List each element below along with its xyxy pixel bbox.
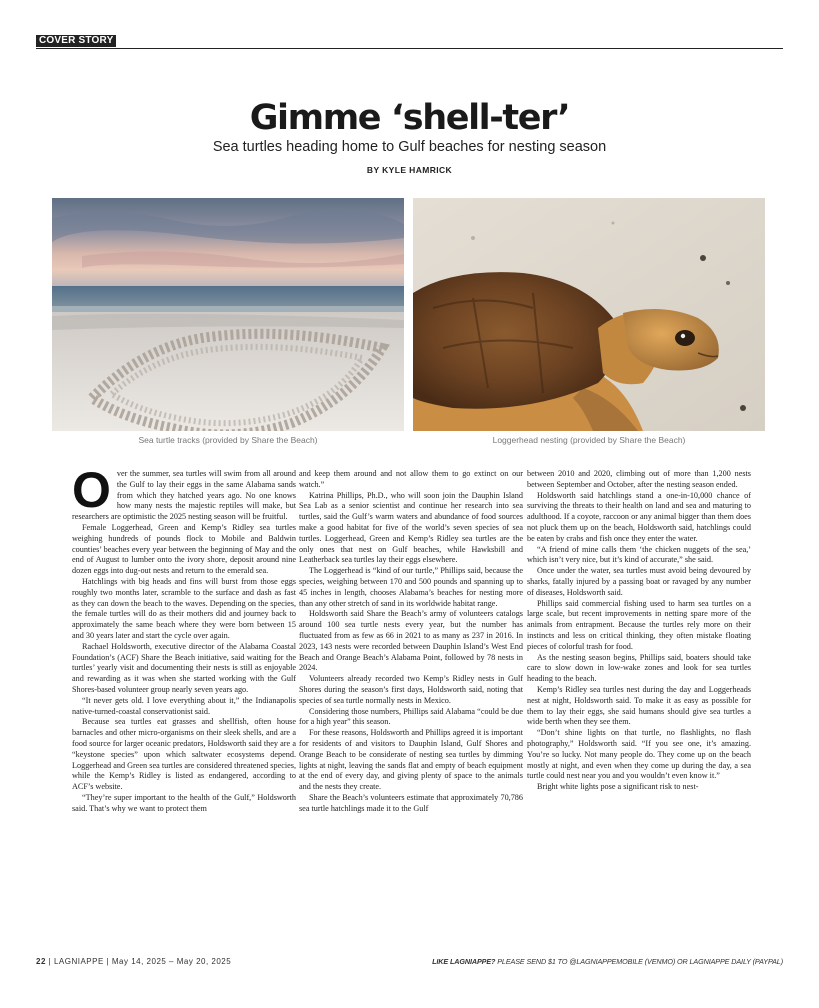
top-rule <box>36 35 783 49</box>
article-paragraph: “They’re super important to the health of the Gulf,” Holdsworth said. That’s why we want to protect them <box>72 792 296 813</box>
article-paragraph: As the nesting season begins, Phillips said, boaters should take care to slow down in low-wake zones and look for sea turtles heading to the beach. <box>527 652 751 684</box>
article-paragraph: Holdsworth said Share the Beach’s army of volunteers catalogs around 100 sea turtle nests every year, but the number has fluctuated from as few as 66 in 2021 to as many as 237 in 2016. In 2023, 143 nests were recorded between Dauphin Island’s West End Beach and Orange Beach’s Alabama Point, followed by 78 nests in 2024. <box>299 609 523 673</box>
article-paragraph: Share the Beach’s volunteers estimate that approximately 70,786 sea turtle hatchlings made it to the Gulf <box>299 792 523 813</box>
article-paragraph: “It never gets old. I love everything about it,” the Indianapolis native-turned-coastal conservationist said. <box>72 695 296 716</box>
article-paragraph: The Loggerhead is “kind of our turtle,” Phillips said, because the species, weighing between 170 and 500 pounds and spanning up to 45 inches in length, chooses Alabama’s beaches for nesting more than any other stretch of sand in its worldwide habitat range. <box>299 566 523 608</box>
subhead: Sea turtles heading home to Gulf beaches for nesting season <box>212 139 607 155</box>
article-paragraph: Hatchlings with big heads and fins will burst from those eggs roughly two months later, scramble to the surface and dash as fast as they can down the beach to the waves. Depending on the species, the female turtles will do as their mothers did and journey back to approximately the same beach where they were born between 15 and 30 years later and start the cycle over again. <box>72 576 296 640</box>
article-paragraph: For these reasons, Holdsworth and Phillips agreed it is important for residents of and visitors to Dauphin Island, Gulf Shores and Orange Beach to be considerate of nesting sea turtles by dimming lights at night, leaving the sands flat and empty of beach equipment at the end of every day, and giving plenty of space to the animals and the nests they create. <box>299 728 523 792</box>
article-paragraph: Katrina Phillips, Ph.D., who will soon join the Dauphin Island Sea Lab as a senior scientist and continue her research into sea turtles, said the Gulf’s warm waters and abundance of food sources make a good habitat for five of the world’s seven species of sea turtles. Loggerhead, Green and Kemp’s Ridley sea turtles are the only ones that nest on Gulf beaches, while Hawksbill and Leatherback sea turtles lay their eggs elsewhere. <box>299 490 523 565</box>
byline: BY KYLE HAMRICK <box>366 165 453 175</box>
article-paragraph: Holdsworth said hatchlings stand a one-in-10,000 chance of surviving the threats to their health on land and sea and maturing to adulthood. If a coyote, raccoon or any animal bigger than them does not pluck them up on the beach, Holdsworth said, hatchlings could be eaten by crabs and fish once they enter the water. <box>527 490 751 543</box>
article-column-3 <box>527 469 751 793</box>
promo-lead: LIKE LAGNIAPPE? <box>432 957 496 966</box>
article-paragraph: Volunteers already recorded two Kemp’s Ridley nests in Gulf Shores during the season’s first days, Holdsworth said, noting that species of sea turtle normally nests in Mexico. <box>299 674 523 705</box>
caption-turtle-tracks: Sea turtle tracks (provided by Share the Beach) <box>138 435 318 445</box>
article-paragraph: Because sea turtles eat grasses and shellfish, often house barnacles and other micro-organisms on their sleek shells, and are a food source for larger oceanic predators, Holdsworth said they are a “keystone species” upon which saltwater ecosystems depend. Loggerhead and Green sea turtles are considered threatened species, while the Kemp’s Ridley is listed as endangered, according to ACF’s website. <box>72 717 296 792</box>
article-column-1 <box>72 462 296 815</box>
article-paragraph: Considering those numbers, Phillips said Alabama “could be due for a high year” this season. <box>299 706 523 727</box>
article-paragraph: Rachael Holdsworth, executive director of the Alabama Coastal Foundation’s (ACF) Share the Beach initiative, said waiting for the turtles’ yearly visit and documenting their nests is still as enjoyable and rewarding as it was when she started working with the Gulf Shores-based volunteer group nearly seven years ago. <box>72 641 296 694</box>
paragraph-text: ver the summer, sea turtles will swim from all around the Gulf to lay their eggs in the same Alabama sands from which they hatched years ago. No one knows how many nests the majestic reptiles will make, but researchers are optimistic the 2025 nesting season will be fruitful. <box>72 469 296 522</box>
article-paragraph: Phillips said commercial fishing used to harm sea turtles on a large scale, but recent improvements in netting spare more of the animals from entrapment. Because the turtles rely more on their instincts and less on critical thinking, they often mistake floating pieces of colorful trash for food. <box>527 598 751 651</box>
article-paragraph: Female Loggerhead, Green and Kemp’s Ridley sea turtles weighing hundreds of pounds flock to Mobile and Baldwin counties’ beaches every year between the beginning of May and the end of August to lumber onto the ivory shore, deposit around nine dozen eggs into dug-out nests and return to the emerald sea. <box>72 522 296 576</box>
photo-turtle-tracks <box>52 198 404 431</box>
article-paragraph: Kemp’s Ridley sea turtles nest during the day and Loggerheads nest at night, Holdsworth said. To make it as easy as possible for them to lay their eggs, she said humans should give sea turtles a wide berth when they see them. <box>527 684 751 727</box>
article-paragraph <box>72 462 296 523</box>
folio-separator: | <box>106 957 110 966</box>
folio <box>36 957 231 966</box>
headline: Gimme ‘shell-ter’ <box>249 98 570 138</box>
article-column-2 <box>299 469 523 815</box>
drop-cap: O <box>72 462 111 518</box>
article-paragraph: “A friend of mine calls them ‘the chicken nuggets of the sea,’ which isn’t very nice, but it’s kind of accurate,” she said. <box>527 544 751 565</box>
page-number: 22 <box>36 957 46 966</box>
publication-name: LAGNIAPPE <box>53 957 104 966</box>
caption-loggerhead: Loggerhead nesting (provided by Share the Beach) <box>492 435 686 445</box>
photo-loggerhead <box>413 198 765 431</box>
folio-separator: | <box>48 957 52 966</box>
article-paragraph: and keep them around and not allow them to go extinct on our watch.” <box>299 469 523 489</box>
section-tag: COVER STORY <box>36 35 116 47</box>
article-paragraph: Bright white lights pose a significant risk to nest- <box>537 782 699 792</box>
article-paragraph: between 2010 and 2020, climbing out of more than 1,200 nests between September and October, after the nesting season ended. <box>527 469 751 489</box>
article-paragraph: Once under the water, sea turtles must avoid being devoured by sharks, fatally injured by a passing boat or ravaged by any number of diseases, Holdsworth said. <box>527 566 751 597</box>
article-paragraph: “Don’t shine lights on that turtle, no flashlights, no flash photography,” Holdsworth said. “If you see one, it’s amazing. You’re so lucky. Not many people do. They come up on the beach mostly at night, and even when they come up during the day, a sea turtle could nest near you and you wouldn’t even know it.” <box>527 728 751 781</box>
issue-dates: May 14, 2025 – May 20, 2025 <box>111 957 232 966</box>
donation-promo <box>432 957 783 966</box>
promo-text: PLEASE SEND $1 TO @LAGNIAPPEMOBILE (VENMO) OR LAGNIAPPE DAILY (PAYPAL) <box>497 957 783 966</box>
